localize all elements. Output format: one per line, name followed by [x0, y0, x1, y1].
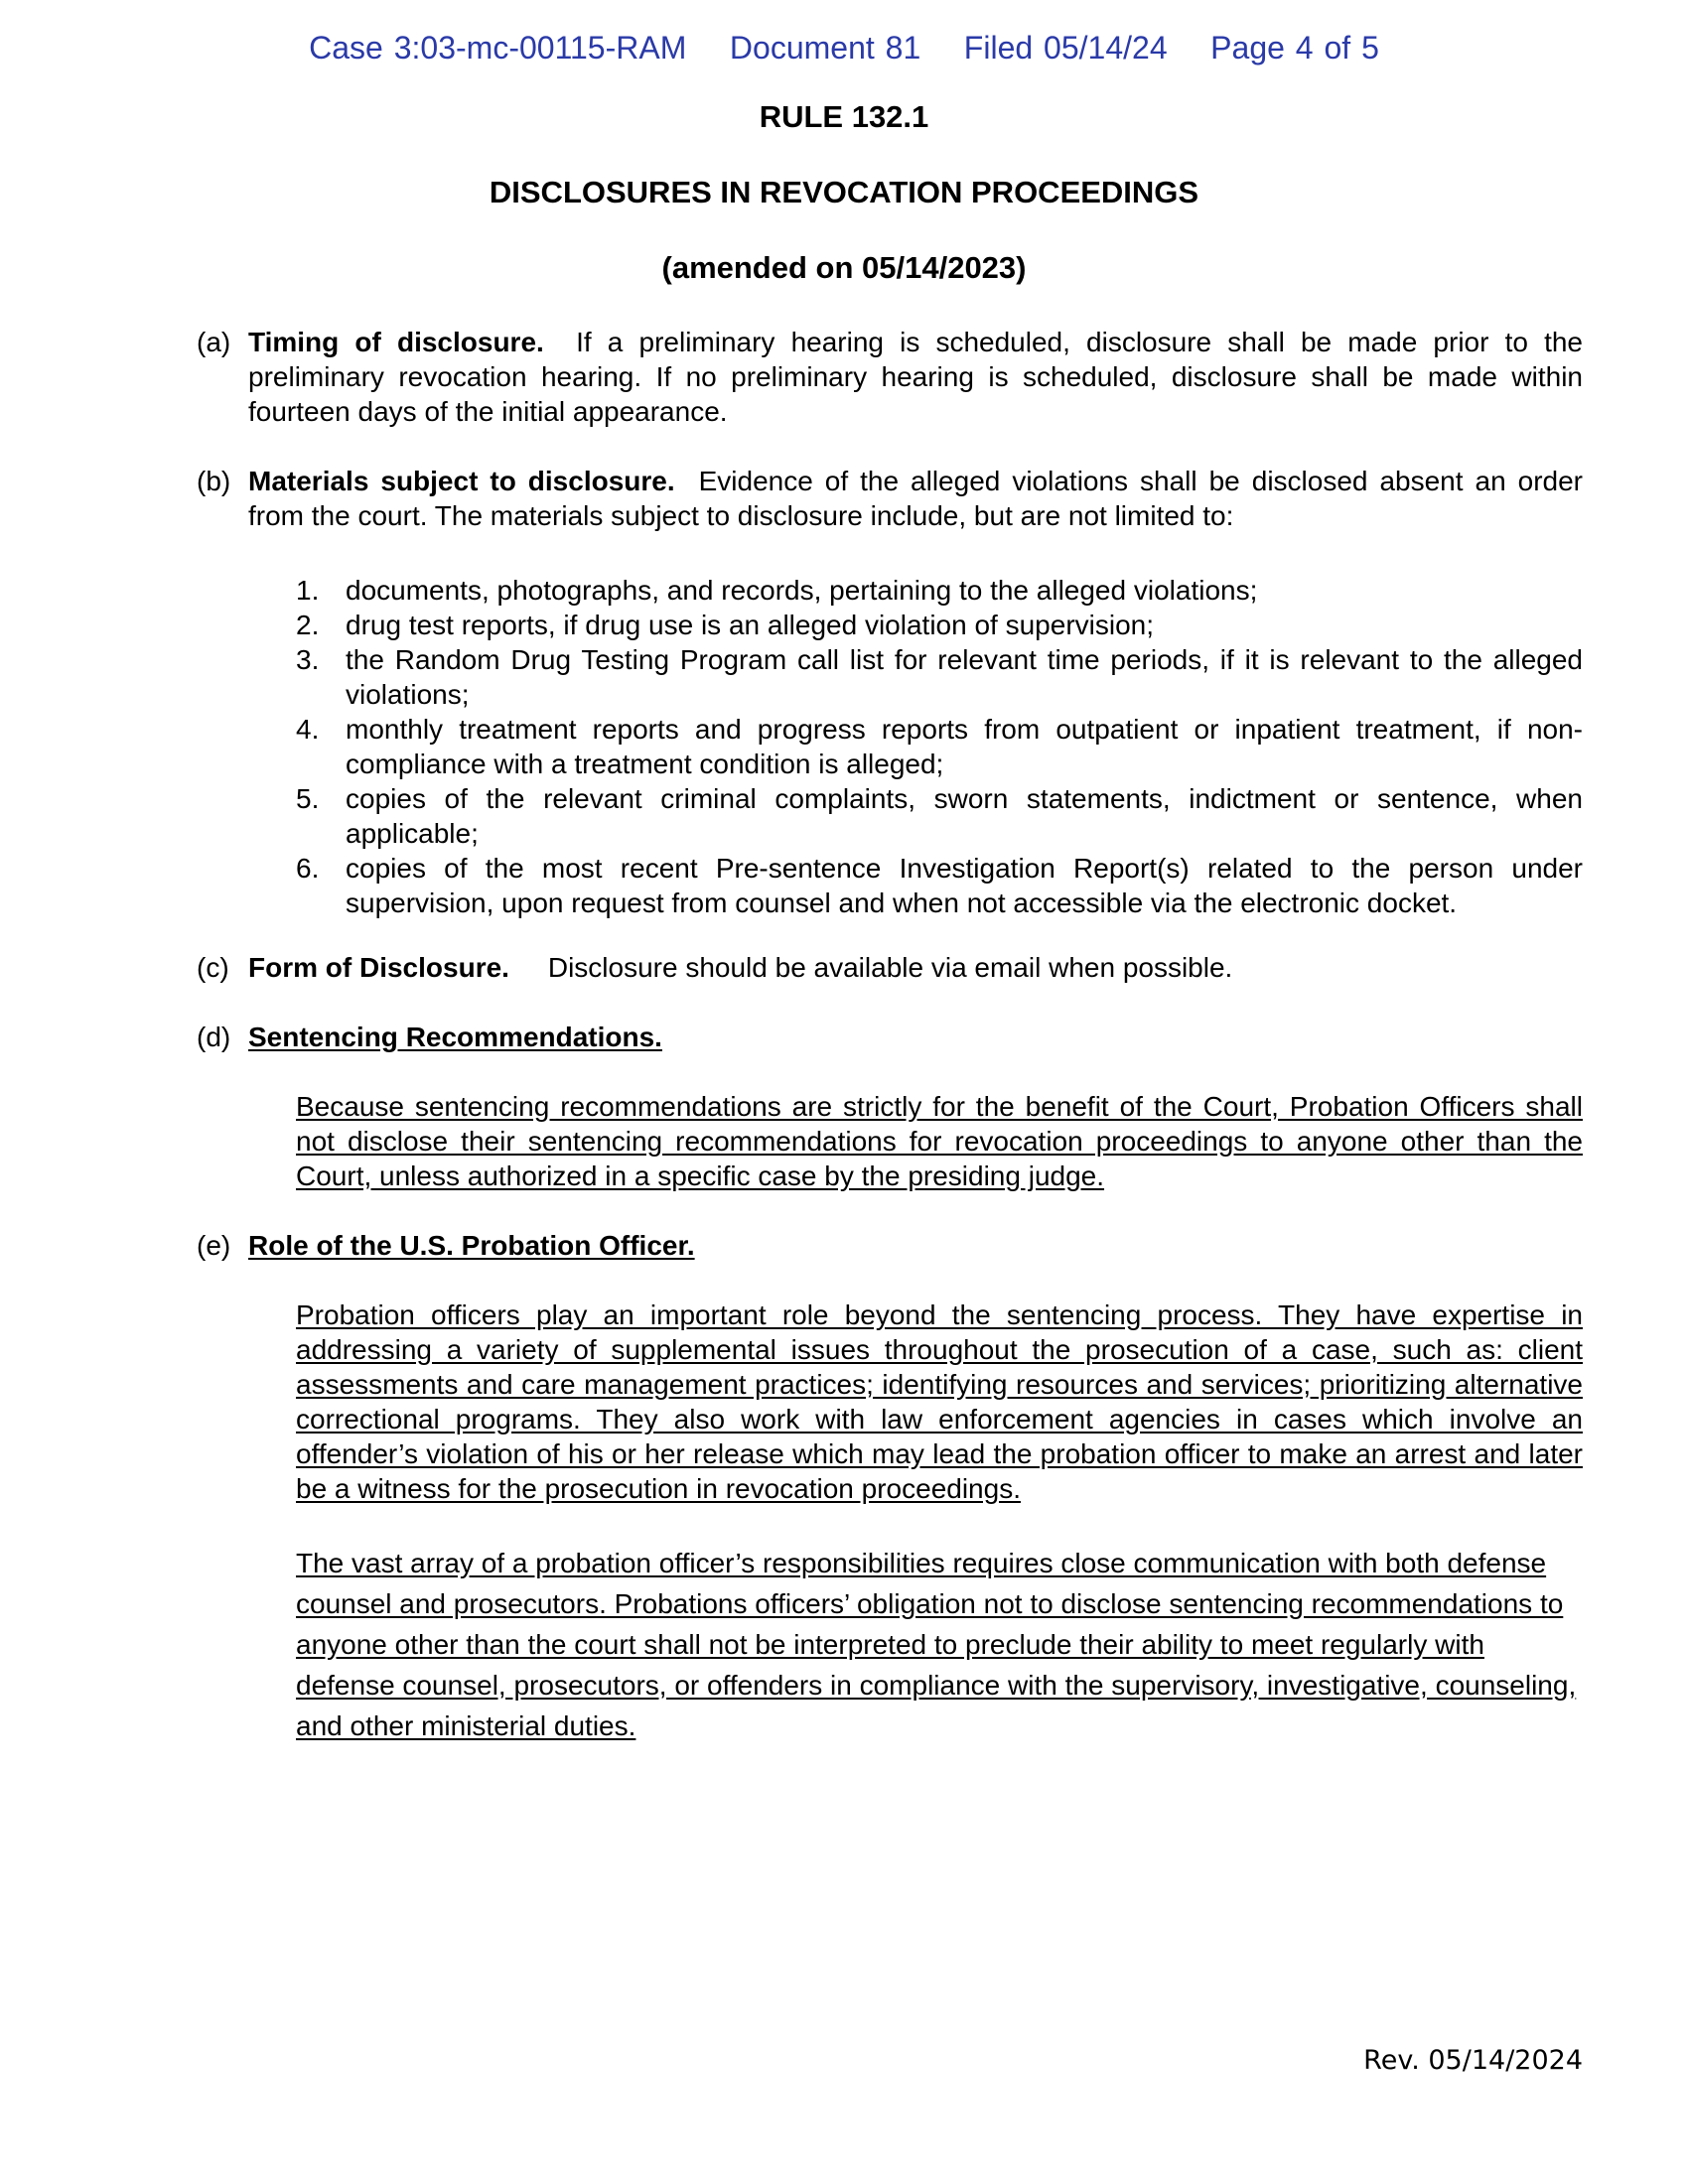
list-item-text: drug test reports, if drug use is an alleged violation of supervision; [346, 610, 1155, 640]
case-header-stamp: Case 3:03-mc-00115-RAM Document 81 Filed 05/14/24 Page 4 of 5 [309, 30, 1379, 66]
list-item [296, 781, 1583, 851]
section-a [197, 325, 1583, 429]
section-e-body-1: Probation officers play an important role beyond the sentencing process. They have expertise in addressing a variety of supplemental issues throughout the prosecution of a case, such as: client assessments and care management practices; identifying resources and services; prioritizing alternative correctional programs. They also work with law enforcement agencies in cases which involve an offender’s violation of his or her release which may lead the probation officer to make an arrest and later be a witness for the prosecution in revocation proceedings. [296, 1299, 1583, 1504]
list-item-number: 5. [296, 783, 320, 814]
list-item-text: monthly treatment reports and progress reports from outpatient or inpatient treatment, if non-compliance with a treatment condition is alleged; [346, 714, 1583, 779]
list-item-text: the Random Drug Testing Program call list for relevant time periods, if it is relevant to the alleged violations; [346, 644, 1583, 710]
section-b-body: Evidence of the alleged violations shall be disclosed absent an order from the court. The materials subject to disclosure include, but are not limited to: [248, 466, 1584, 531]
rule-number: RULE 132.1 [759, 99, 929, 134]
list-item [296, 851, 1583, 920]
section-a-body: If a preliminary hearing is scheduled, disclosure shall be made prior to the preliminary revocation hearing. If no preliminary hearing is scheduled, disclosure shall be made within fourteen days of the initial appearance. [248, 327, 1583, 427]
revision-footer: Rev. 05/14/2024 [1363, 2045, 1583, 2076]
section-b-heading: Materials subject to disclosure. [248, 466, 675, 496]
section-b-marker: (b) [197, 466, 231, 496]
list-item-number: 6. [296, 853, 320, 884]
list-item-text: copies of the most recent Pre-sentence Investigation Report(s) related to the person under supervision, upon request from counsel and when not accessible via the electronic docket. [346, 853, 1583, 918]
list-item [296, 642, 1583, 712]
section-d [197, 1020, 1583, 1054]
section-d-body: Because sentencing recommendations are strictly for the benefit of the Court, Probation Officers shall not disclose their sentencing recommendations for revocation proceedings to anyone other than the Court, unless authorized in a specific case by the presiding judge. [296, 1091, 1583, 1191]
list-item [296, 573, 1583, 608]
section-d-heading: Sentencing Recommendations. [248, 1022, 662, 1052]
section-d-marker: (d) [197, 1022, 231, 1052]
list-item-number: 2. [296, 610, 320, 640]
section-b [197, 464, 1583, 533]
rule-heading: DISCLOSURES IN REVOCATION PROCEEDINGS [489, 175, 1199, 209]
section-e [197, 1228, 1583, 1263]
list-item [296, 712, 1583, 781]
list-item-number: 4. [296, 714, 320, 745]
list-item-text: copies of the relevant criminal complaints, sworn statements, indictment or sentence, when applicable; [346, 783, 1583, 849]
section-c-body: Disclosure should be available via email when possible. [547, 952, 1233, 983]
section-e-heading: Role of the U.S. Probation Officer. [248, 1230, 695, 1261]
section-e-marker: (e) [197, 1230, 231, 1261]
list-item-number: 3. [296, 644, 320, 675]
amended-date: (amended on 05/14/2023) [661, 250, 1027, 285]
section-a-marker: (a) [197, 327, 231, 357]
section-c-heading: Form of Disclosure. [248, 952, 509, 983]
list-item-number: 1. [296, 575, 320, 606]
section-c-marker: (c) [197, 952, 229, 983]
materials-list [296, 573, 1583, 920]
list-item [296, 608, 1583, 642]
list-item-text: documents, photographs, and records, pertaining to the alleged violations; [346, 575, 1258, 606]
section-a-heading: Timing of disclosure. [248, 327, 544, 357]
section-c [197, 950, 1583, 985]
section-e-body-2: The vast array of a probation officer’s responsibilities requires close communication with both defense counsel and prosecutors. Probations officers’ obligation not to disclose sentencing recommendations to anyone other than the court shall not be interpreted to preclude their ability to meet regularly with defense counsel, prosecutors, or offenders in compliance with the supervisory, investigative, counseling, and other ministerial duties. [296, 1548, 1577, 1741]
